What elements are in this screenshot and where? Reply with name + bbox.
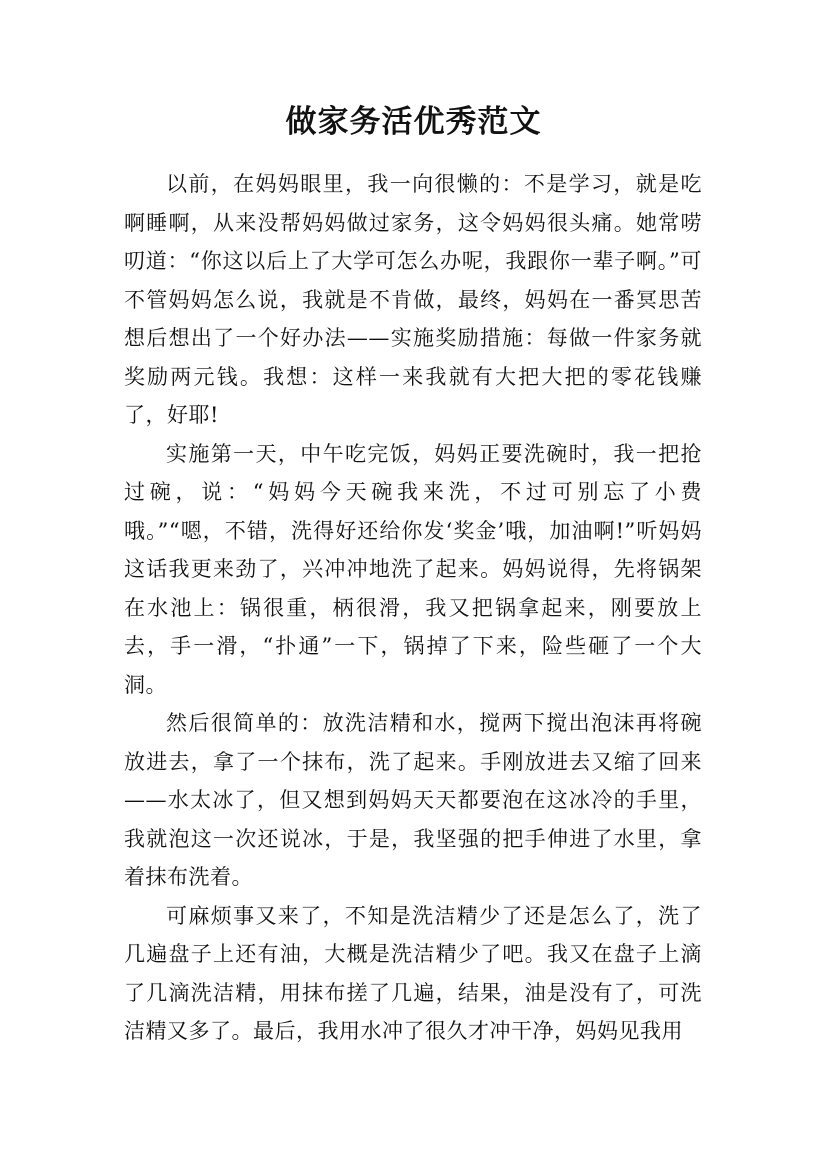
paragraph-1: 以前，在妈妈眼里，我一向很懒的：不是学习，就是吃啊睡啊，从来没帮妈妈做过家务，这令妈妈很头痛。她常唠叨道：“你这以后上了大学可怎么办呢，我跟你一辈子啊。”可不管妈妈怎么说，我就是不肯做，最终，妈妈在一番冥思苦想后想出了一个好办法——实施奖励措施：每做一件家务就奖励两元钱。我想：这样一来我就有大把大把的零花钱赚了，好耶! xyxy=(124,172,702,427)
paragraph-2: 实施第一天，中午吃完饭，妈妈正要洗碗时，我一把抢过碗，说：“妈妈今天碗我来洗，不过可别忘了小费哦。”“嗯，不错，洗得好还给你发‘奖金’哦，加油啊!”听妈妈这话我更来劲了，兴冲冲地洗了起来。妈妈说得，先将锅架在水池上：锅很重，柄很滑，我又把锅拿起来，刚要放上去，手一滑，“扑通”一下，锅掉了下来，险些砸了一个大洞。 xyxy=(124,441,702,697)
document-body xyxy=(124,165,702,1051)
paragraph-3: 然后很简单的：放洗洁精和水，搅两下搅出泡沫再将碗放进去，拿了一个抹布，洗了起来。手刚放进去又缩了回来——水太冰了，但又想到妈妈天天都要泡在这冰冷的手里，我就泡这一次还说冰，于是，我坚强的把手伸进了水里，拿着抹布洗着。 xyxy=(124,711,702,889)
paragraph-4: 可麻烦事又来了，不知是洗洁精少了还是怎么了，洗了几遍盘子上还有油，大概是洗洁精少了吧。我又在盘子上滴了几滴洗洁精，用抹布搓了几遍，结果，油是没有了，可洗洁精又多了。最后，我用水冲了很久才冲干净，妈妈见我用 xyxy=(124,903,702,1043)
document-title: 做家务活优秀范文 xyxy=(285,104,542,140)
